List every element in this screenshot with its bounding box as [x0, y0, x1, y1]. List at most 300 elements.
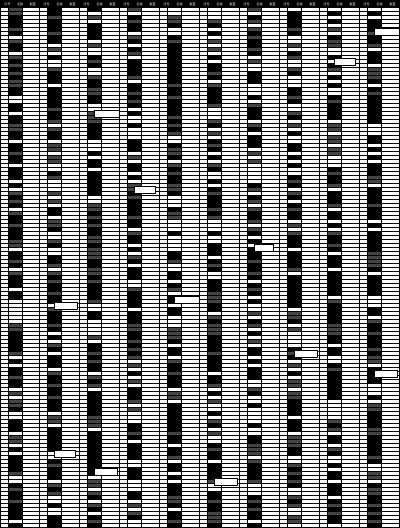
table-cell: [328, 244, 342, 247]
table-cell: [23, 508, 39, 511]
table-cell: [182, 348, 199, 351]
table-cell: [360, 148, 368, 151]
table-cell: [9, 68, 23, 71]
table-cell: [9, 272, 23, 275]
table-cell: [328, 436, 342, 439]
table-cell: [160, 96, 168, 99]
table-cell: [222, 188, 239, 191]
table-cell: [262, 212, 279, 215]
table-cell: [62, 416, 79, 419]
table-cell: [120, 12, 128, 15]
table-cell: [248, 204, 262, 207]
table-cell: [342, 152, 359, 155]
table-cell: [302, 364, 319, 367]
table-cell: [23, 208, 39, 211]
table-cell: [102, 252, 119, 255]
table-cell: [288, 344, 302, 347]
table-cell: [382, 44, 399, 47]
table-cell: [280, 288, 288, 291]
table-cell: [160, 64, 168, 67]
table-cell: [262, 80, 279, 83]
table-cell: [240, 36, 248, 39]
table-cell: [48, 416, 62, 419]
table-cell: [182, 504, 199, 507]
table-cell: [40, 52, 48, 55]
table-cell: [168, 464, 182, 467]
table-cell: [240, 120, 248, 123]
table-cell: [120, 388, 128, 391]
table-cell: [222, 36, 239, 39]
table-cell: [168, 328, 182, 331]
table-cell: [88, 104, 102, 107]
table-cell: [320, 352, 328, 355]
table-cell: [80, 28, 88, 31]
table-cell: [62, 84, 79, 87]
table-cell: [80, 172, 88, 175]
table-cell: [160, 40, 168, 43]
table-cell: [342, 192, 359, 195]
table-cell: [342, 20, 359, 23]
table-cell: [262, 420, 279, 423]
table-cell: [280, 116, 288, 119]
table-cell: [328, 204, 342, 207]
table-cell: [360, 140, 368, 143]
table-cell: [88, 208, 102, 211]
table-cell: [368, 112, 382, 115]
table-cell: [248, 360, 262, 363]
table-cell: [240, 364, 248, 367]
table-cell: [248, 220, 262, 223]
table-cell: [240, 80, 248, 83]
table-cell: [262, 312, 279, 315]
table-cell: [40, 464, 48, 467]
table-cell: [80, 20, 88, 23]
table-cell: [280, 416, 288, 419]
table-cell: [288, 184, 302, 187]
table-cell: [302, 440, 319, 443]
column-header: [320, 0, 359, 8]
table-cell: [222, 444, 239, 447]
table-cell: [288, 392, 302, 395]
table-cell: [48, 364, 62, 367]
table-cell: [280, 200, 288, 203]
table-cell: [1, 136, 9, 139]
table-cell: [160, 232, 168, 235]
table-cell: [80, 132, 88, 135]
table-cell: [88, 40, 102, 43]
table-cell: [280, 484, 288, 487]
table-cell: [262, 108, 279, 111]
table-cell: [200, 492, 208, 495]
table-cell: [48, 420, 62, 423]
table-cell: [160, 292, 168, 295]
table-cell: [342, 68, 359, 71]
table-cell: [1, 320, 9, 323]
table-cell: [262, 152, 279, 155]
table-cell: [208, 348, 222, 351]
table-cell: [360, 56, 368, 59]
table-cell: [142, 108, 159, 111]
table-cell: [160, 412, 168, 415]
table-cell: [1, 68, 9, 71]
table-cell: [222, 304, 239, 307]
table-cell: [62, 56, 79, 59]
table-cell: [320, 368, 328, 371]
table-cell: [40, 292, 48, 295]
table-cell: [222, 108, 239, 111]
table-cell: [320, 208, 328, 211]
table-cell: [88, 204, 102, 207]
table-row: [120, 524, 159, 528]
table-cell: [320, 36, 328, 39]
table-cell: [200, 320, 208, 323]
table-cell: [248, 328, 262, 331]
table-cell: [142, 280, 159, 283]
table-cell: [208, 128, 222, 131]
table-cell: [88, 128, 102, 131]
table-cell: [142, 160, 159, 163]
table-cell: [128, 8, 142, 11]
table-cell: [80, 256, 88, 259]
table-cell: [23, 12, 39, 15]
table-cell: [88, 72, 102, 75]
table-cell: [342, 396, 359, 399]
table-cell: [288, 300, 302, 303]
table-cell: [262, 92, 279, 95]
table-cell: [88, 44, 102, 47]
table-cell: [88, 164, 102, 167]
table-cell: [208, 368, 222, 371]
table-cell: [262, 172, 279, 175]
table-cell: [320, 188, 328, 191]
table-cell: [342, 308, 359, 311]
table-cell: [280, 328, 288, 331]
table-cell: [102, 360, 119, 363]
table-cell: [128, 376, 142, 379]
table-cell: [302, 8, 319, 11]
table-cell: [222, 324, 239, 327]
table-cell: [302, 416, 319, 419]
table-cell: [248, 356, 262, 359]
table-cell: [328, 264, 342, 267]
table-cell: [9, 220, 23, 223]
table-cell: [128, 504, 142, 507]
table-cell: [320, 160, 328, 163]
table-cell: [382, 112, 399, 115]
table-cell: [208, 404, 222, 407]
table-cell: [23, 8, 39, 11]
table-cell: [23, 36, 39, 39]
table-cell: [168, 116, 182, 119]
table-cell: [88, 300, 102, 303]
table-cell: [1, 156, 9, 159]
table-cell: [142, 388, 159, 391]
table-cell: [320, 456, 328, 459]
table-cell: [9, 244, 23, 247]
table-cell: [23, 60, 39, 63]
table-cell: [80, 356, 88, 359]
table-cell: [1, 308, 9, 311]
table-cell: [160, 104, 168, 107]
table-cell: [142, 100, 159, 103]
table-cell: [1, 200, 9, 203]
table-cell: [80, 340, 88, 343]
table-cell: [208, 88, 222, 91]
table-cell: [9, 400, 23, 403]
table-cell: [200, 408, 208, 411]
table-cell: [288, 468, 302, 471]
table-cell: [360, 184, 368, 187]
table-cell: [160, 520, 168, 523]
table-cell: [102, 200, 119, 203]
table-cell: [288, 288, 302, 291]
table-cell: [88, 48, 102, 51]
table-cell: [328, 104, 342, 107]
table-cell: [168, 304, 182, 307]
table-cell: [160, 260, 168, 263]
table-cell: [40, 160, 48, 163]
table-cell: [1, 264, 9, 267]
table-cell: [142, 12, 159, 15]
table-cell: [128, 216, 142, 219]
table-cell: [302, 176, 319, 179]
table-cell: [142, 344, 159, 347]
table-cell: [288, 304, 302, 307]
table-cell: [302, 336, 319, 339]
table-cell: [280, 80, 288, 83]
table-cell: [288, 96, 302, 99]
table-cell: [23, 112, 39, 115]
table-cell: [248, 460, 262, 463]
table-cell: [1, 236, 9, 239]
table-row: [1, 524, 39, 528]
table-cell: [40, 452, 48, 455]
table-cell: [368, 176, 382, 179]
table-cell: [1, 140, 9, 143]
table-cell: [302, 164, 319, 167]
column-header: [360, 0, 399, 8]
table-cell: [328, 120, 342, 123]
table-cell: [200, 32, 208, 35]
table-cell: [328, 48, 342, 51]
header-cell: 数量: [109, 2, 116, 6]
table-cell: [360, 252, 368, 255]
table-cell: [23, 472, 39, 475]
table-cell: [102, 236, 119, 239]
table-cell: [182, 28, 199, 31]
table-cell: [80, 240, 88, 243]
table-cell: [80, 176, 88, 179]
table-cell: [200, 476, 208, 479]
table-cell: [248, 364, 262, 367]
table-cell: [222, 168, 239, 171]
table-cell: [200, 324, 208, 327]
table-cell: [240, 476, 248, 479]
table-cell: [120, 88, 128, 91]
table-cell: [1, 468, 9, 471]
table-cell: [9, 500, 23, 503]
table-cell: [62, 348, 79, 351]
table-cell: [280, 340, 288, 343]
table-cell: [142, 368, 159, 371]
table-cell: [288, 196, 302, 199]
table-cell: [222, 160, 239, 163]
table-cell: [160, 48, 168, 51]
table-cell: [88, 424, 102, 427]
table-cell: [208, 124, 222, 127]
table-cell: [9, 520, 23, 523]
table-cell: [80, 56, 88, 59]
table-cell: [208, 216, 222, 219]
table-cell: [128, 368, 142, 371]
table-cell: [128, 252, 142, 255]
table-cell: [262, 500, 279, 503]
table-cell: [1, 220, 9, 223]
table-cell: [320, 360, 328, 363]
table-cell: [9, 152, 23, 155]
table-cell: [1, 32, 9, 35]
table-cell: [80, 428, 88, 431]
table-cell: [262, 432, 279, 435]
table-cell: [120, 220, 128, 223]
table-cell: [382, 128, 399, 131]
table-cell: [48, 240, 62, 243]
table-cell: [88, 56, 102, 59]
table-cell: [9, 100, 23, 103]
table-cell: [222, 360, 239, 363]
table-cell: [382, 116, 399, 119]
table-cell: [342, 48, 359, 51]
table-cell: [1, 480, 9, 483]
table-cell: [80, 120, 88, 123]
table-cell: [320, 72, 328, 75]
table-cell: [128, 380, 142, 383]
table-cell: [62, 428, 79, 431]
table-cell: [160, 304, 168, 307]
table-cell: [240, 300, 248, 303]
table-column: [320, 0, 360, 528]
table-cell: [160, 92, 168, 95]
table-cell: [182, 200, 199, 203]
table-cell: [200, 112, 208, 115]
table-cell: [40, 128, 48, 131]
table-cell: [102, 232, 119, 235]
table-cell: [1, 520, 9, 523]
table-cell: [208, 248, 222, 251]
table-cell: [1, 184, 9, 187]
table-cell: [182, 164, 199, 167]
table-cell: [320, 284, 328, 287]
table-cell: [102, 292, 119, 295]
table-cell: [328, 300, 342, 303]
table-cell: [320, 64, 328, 67]
table-cell: [320, 156, 328, 159]
table-cell: [262, 216, 279, 219]
table-cell: [320, 304, 328, 307]
table-cell: [200, 500, 208, 503]
table-cell: [120, 500, 128, 503]
table-cell: [262, 456, 279, 459]
table-cell: [222, 8, 239, 11]
table-cell: [120, 120, 128, 123]
table-cell: [280, 420, 288, 423]
table-cell: [102, 164, 119, 167]
table-cell: [9, 148, 23, 151]
table-cell: [9, 344, 23, 347]
table-cell: [328, 188, 342, 191]
table-cell: [320, 272, 328, 275]
table-cell: [262, 56, 279, 59]
table-cell: [208, 496, 222, 499]
table-cell: [88, 144, 102, 147]
table-cell: [320, 500, 328, 503]
table-cell: [320, 248, 328, 251]
table-cell: [360, 204, 368, 207]
table-cell: [222, 300, 239, 303]
table-cell: [382, 200, 399, 203]
table-cell: [128, 472, 142, 475]
table-cell: [240, 236, 248, 239]
table-cell: [208, 164, 222, 167]
table-cell: [368, 76, 382, 79]
table-cell: [328, 508, 342, 511]
table-cell: [248, 148, 262, 151]
table-cell: [160, 212, 168, 215]
table-cell: [342, 300, 359, 303]
table-cell: [62, 412, 79, 415]
table-cell: [40, 488, 48, 491]
table-cell: [9, 320, 23, 323]
table-cell: [208, 324, 222, 327]
table-cell: [40, 252, 48, 255]
table-cell: [248, 112, 262, 115]
table-cell: [80, 44, 88, 47]
table-cell: [342, 52, 359, 55]
table-cell: [262, 184, 279, 187]
table-cell: [88, 284, 102, 287]
table-cell: [248, 72, 262, 75]
table-cell: [182, 224, 199, 227]
table-cell: [328, 172, 342, 175]
table-cell: [168, 260, 182, 263]
table-cell: [222, 148, 239, 151]
table-cell: [120, 396, 128, 399]
table-cell: [342, 200, 359, 203]
table-cell: [240, 504, 248, 507]
table-cell: [280, 508, 288, 511]
table-cell: [128, 280, 142, 283]
table-cell: [328, 384, 342, 387]
table-cell: [120, 364, 128, 367]
table-cell: [48, 404, 62, 407]
table-cell: [280, 236, 288, 239]
table-cell: [368, 212, 382, 215]
table-cell: [200, 400, 208, 403]
table-cell: [342, 40, 359, 43]
table-cell: [142, 28, 159, 31]
table-cell: [360, 260, 368, 263]
table-cell: [200, 424, 208, 427]
table-cell: [160, 316, 168, 319]
table-cell: [23, 220, 39, 223]
table-cell: [302, 252, 319, 255]
table-cell: [160, 288, 168, 291]
table-cell: [142, 132, 159, 135]
table-cell: [342, 140, 359, 143]
table-cell: [48, 376, 62, 379]
table-cell: [23, 372, 39, 375]
table-cell: [208, 156, 222, 159]
